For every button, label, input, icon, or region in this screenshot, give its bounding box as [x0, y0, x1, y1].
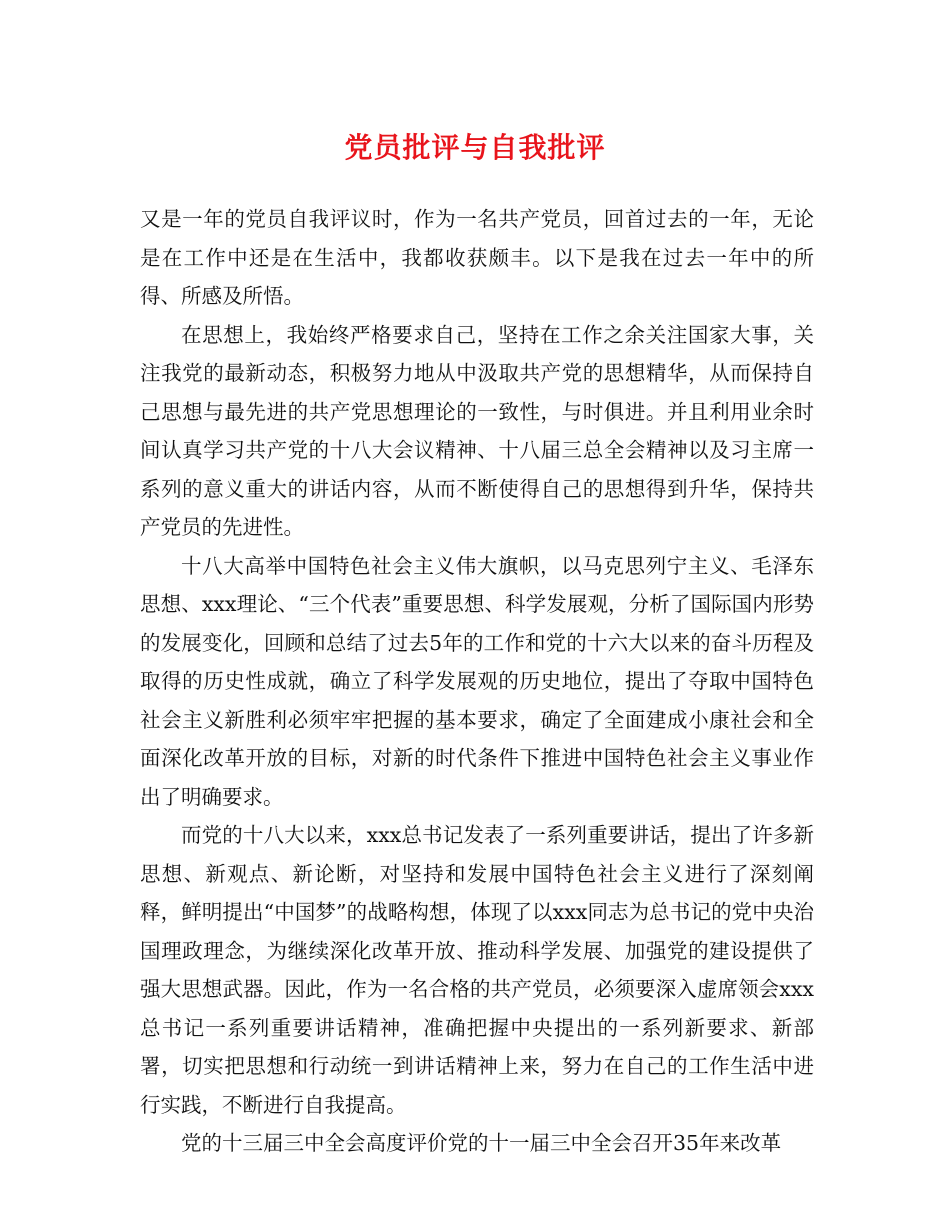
document-title: 党员批评与自我批评 — [344, 131, 606, 164]
paragraph-eighteenth-congress: 十八大高举中国特色社会主义伟大旗帜，以马克思列宁主义、毛泽东思想、xxx理论、“三个代表”重要思想、科学发展观，分析了国际国内形势的发展变化，回顾和总结了过去5年的工作和党的十六大以来的奋斗历程及取得的历史性成就，确立了科学发展观的历史地位，提出了夺取中国特色社会主义新胜利必须牢牢把握的基本要求，确定了全面建成小康社会和全面深化改革开放的目标，对新的时代条件下推进中国特色社会主义事业作出了明确要求。 — [140, 553, 814, 809]
paragraph-speeches: 而党的十八大以来，xxx总书记发表了一系列重要讲话，提出了许多新思想、新观点、新论断，对坚持和发展中国特色社会主义进行了深刻阐释，鲜明提出“中国梦”的战略构想，体现了以xxx同志为总书记的党中央治国理政理念，为继续深化改革开放、推动科学发展、加强党的建设提供了强大思想武器。因此，作为一名合格的共产党员，必须要深入虚席领会xxx总书记一系列重要讲话精神，准确把握中央提出的一系列新要求、新部署，切实把思想和行动统一到讲话精神上来，努力在自己的工作生活中进行实践，不断进行自我提高。 — [140, 823, 814, 1117]
paragraph-thought: 在思想上，我始终严格要求自己，坚持在工作之余关注国家大事，关注我党的最新动态，积极努力地从中汲取共产党的思想精华，从而保持自己思想与最先进的共产党思想理论的一致性，与时俱进。并且利用业余时间认真学习共产党的十八大会议精神、十八届三总全会精神以及习主席一系列的意义重大的讲话内容，从而不断使得自己的思想得到升华，保持共产党员的先进性。 — [140, 322, 814, 539]
paragraph-third-plenum: 党的十三届三中全会高度评价党的十一届三中全会召开35年来改革 — [181, 1131, 782, 1155]
document-body — [140, 200, 814, 1163]
paragraph-intro: 又是一年的党员自我评议时，作为一名共产党员，回首过去的一年，无论是在工作中还是在生活中，我都收获颇丰。以下是我在过去一年中的所得、所感及所悟。 — [140, 207, 814, 308]
